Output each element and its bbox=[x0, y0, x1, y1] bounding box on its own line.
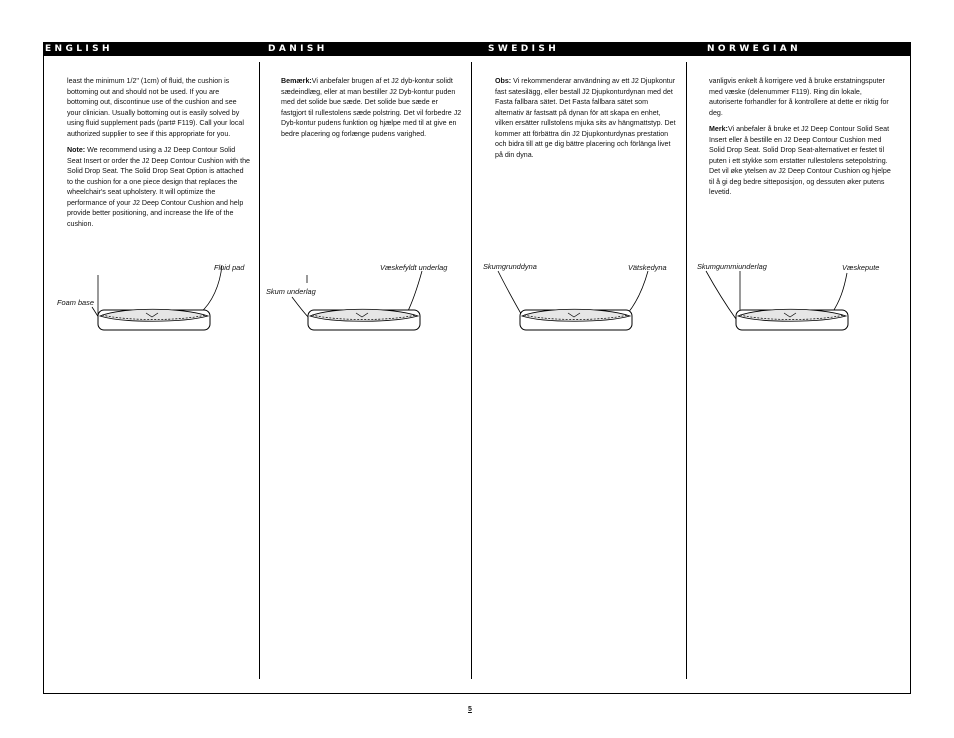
norwegian-column bbox=[709, 76, 893, 204]
label-fluid-pad: Væskefyldt underlag bbox=[380, 263, 448, 272]
cushion-diagram-swedish bbox=[478, 255, 683, 345]
label-fluid-pad: Fluid pad bbox=[214, 263, 245, 272]
note-label: Obs: bbox=[495, 77, 512, 85]
label-foam-base: Skumgrunddyna bbox=[483, 262, 537, 271]
swedish-note bbox=[495, 76, 678, 160]
note-text: Vi rekommenderar användning av ett J2 Djupkontur fast satesilägg, eller bestall J2 Djupkonturdynan med det Fasta fallbara sätet. Det Fasta fallbara sätet som alternativ är fastsatt på dynan för att skapa en enhet, vilken ersätter rullstolens mjuka sits av hängmattstyp. Det kommer att förbättra din J2 Djupkonturdynas prestation och bidra till att ge dig bättre placering och förlänga livet på din dyna. bbox=[495, 77, 676, 159]
header-english: ENGLISH bbox=[45, 44, 113, 54]
english-column bbox=[67, 76, 250, 235]
note-text: We recommend using a J2 Deep Contour Solid Seat Insert or order the J2 Deep Contour Cushion with the Solid Drop Seat. The Solid Drop Seat Option is attached to the cushion for a one piece design that replaces the wheelchair's seat upholstery. It will optimize the performance of your J2 Deep Contour Cushion and help provide better positioning, and increase the life of the cushion. bbox=[67, 146, 250, 228]
cushion-diagram-english bbox=[52, 255, 257, 345]
danish-note bbox=[281, 76, 463, 139]
english-note bbox=[67, 145, 250, 229]
language-header-bar bbox=[43, 42, 911, 56]
note-label: Merk: bbox=[709, 125, 728, 133]
swedish-column bbox=[495, 76, 678, 166]
label-foam-base: Foam base bbox=[57, 298, 94, 307]
header-norwegian: NORWEGIAN bbox=[707, 44, 802, 54]
english-paragraph: least the minimum 1/2" (1cm) of fluid, the cushion is bottoming out and should not be used. If you are bottoming out, discontinue use of the cushion and see your clinician. Usually bottoming out is easily solved by using fluid supplement pads (part# F119). Call your local authorized supplier to see if this appropriate for you. bbox=[67, 77, 244, 138]
column-divider bbox=[259, 62, 260, 679]
column-divider bbox=[471, 62, 472, 679]
cushion-diagram-danish bbox=[262, 255, 467, 345]
norwegian-note bbox=[709, 124, 893, 198]
page-number: 5 bbox=[468, 706, 472, 713]
label-fluid-pad: Væskepute bbox=[842, 263, 880, 272]
danish-column bbox=[281, 76, 463, 145]
note-label: Note: bbox=[67, 146, 86, 154]
label-foam-base: Skumgummiunderlag bbox=[697, 262, 767, 271]
note-text: Vi anbefaler å bruke et J2 Deep Contour Solid Seat Insert eller å bestille en J2 Deep Contour Cushion med Solid Drop Seat. Solid Drop Seat-alternativet er festet til puten i ett stykke som erstatter rullestolens setepolstring. Det vil øke ytelsen av J2 Deep Contour Cushion og hjelpe til å gi deg bedre sitteposisjon, og dessuten øker putens levetid. bbox=[709, 125, 891, 196]
note-label: Bemærk: bbox=[281, 77, 312, 85]
label-foam-base: Skum underlag bbox=[266, 287, 316, 296]
cushion-diagram-norwegian bbox=[692, 255, 897, 345]
note-text: Vi anbefaler brugen af et J2 dyb-kontur solidt sædeindlæg, eller at man bestiller J2 Dyb-kontur puden med det solide bue sæde. Det solide bue sæde er fastgjort til rullestolens sæde polstring. Det vil forbedre J2 Dyb-kontur pudens funktion og hjælpe med til at give en bedre placering og forlænge pudens varighed. bbox=[281, 77, 462, 138]
label-fluid-pad: Vätskedyna bbox=[628, 263, 667, 272]
header-swedish: SWEDISH bbox=[488, 44, 560, 54]
norwegian-paragraph: vanligvis enkelt å korrigere ved å bruke erstatningsputer med væske (delenummer F119). Ring din lokale, autoriserte forhandler for å kontrollere at dette er riktig for deg. bbox=[709, 77, 889, 117]
header-danish: DANISH bbox=[268, 44, 328, 54]
column-divider bbox=[686, 62, 687, 679]
